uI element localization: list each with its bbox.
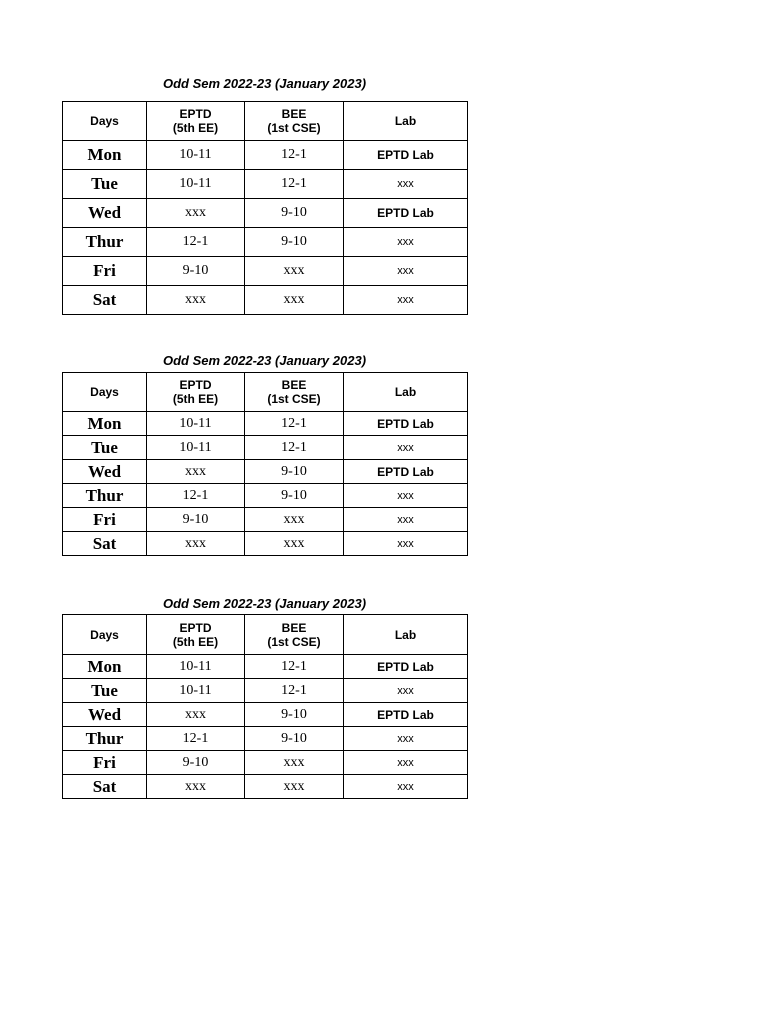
day-cell: Mon [63, 655, 147, 679]
header-bee-line2: (1st CSE) [267, 634, 321, 649]
day-cell: Tue [63, 436, 147, 460]
bee-cell: 12-1 [245, 436, 344, 460]
header-bee-line2: (1st CSE) [267, 392, 321, 406]
table-row [63, 199, 468, 228]
eptd-cell: xxx [147, 199, 245, 228]
lab-cell: xxx [344, 727, 468, 751]
eptd-cell: xxx [147, 532, 245, 556]
header-lab: Lab [344, 615, 468, 655]
lab-cell: EPTD Lab [344, 703, 468, 727]
bee-cell: 12-1 [245, 655, 344, 679]
timetable-title: Odd Sem 2022-23 (January 2023) [162, 353, 367, 368]
bee-cell: 12-1 [245, 679, 344, 703]
lab-cell: xxx [344, 257, 468, 286]
bee-cell: xxx [245, 532, 344, 556]
header-row [63, 615, 468, 655]
timetable-title: Odd Sem 2022-23 (January 2023) [162, 596, 367, 611]
day-cell: Sat [63, 286, 147, 315]
table-row [63, 655, 468, 679]
header-eptd-line2: (5th EE) [172, 634, 219, 649]
eptd-cell: 10-11 [147, 141, 245, 170]
header-row [63, 373, 468, 412]
lab-cell: EPTD Lab [344, 141, 468, 170]
table-row [63, 228, 468, 257]
eptd-cell: 10-11 [147, 412, 245, 436]
eptd-cell: xxx [147, 460, 245, 484]
bee-cell: 9-10 [245, 228, 344, 257]
lab-cell: xxx [344, 484, 468, 508]
bee-cell: 12-1 [245, 412, 344, 436]
eptd-cell: 12-1 [147, 727, 245, 751]
lab-cell: xxx [344, 679, 468, 703]
lab-cell: xxx [344, 228, 468, 257]
eptd-cell: 9-10 [147, 257, 245, 286]
header-eptd [147, 373, 245, 412]
table-row [63, 727, 468, 751]
table-row [63, 257, 468, 286]
bee-cell: xxx [245, 775, 344, 799]
lab-cell: xxx [344, 532, 468, 556]
day-cell: Thur [63, 727, 147, 751]
table-row [63, 775, 468, 799]
table-row [63, 703, 468, 727]
table-row [63, 460, 468, 484]
day-cell: Fri [63, 751, 147, 775]
lab-cell: xxx [344, 775, 468, 799]
header-bee [245, 373, 344, 412]
header-bee-line2: (1st CSE) [267, 121, 321, 135]
table-row [63, 751, 468, 775]
header-eptd [147, 615, 245, 655]
lab-cell: xxx [344, 436, 468, 460]
table-row [63, 508, 468, 532]
bee-cell: 12-1 [245, 170, 344, 199]
bee-cell: 9-10 [245, 199, 344, 228]
day-cell: Mon [63, 141, 147, 170]
day-cell: Fri [63, 257, 147, 286]
eptd-cell: xxx [147, 775, 245, 799]
table-row [63, 436, 468, 460]
bee-cell: xxx [245, 508, 344, 532]
header-bee [245, 615, 344, 655]
header-eptd-line2: (5th EE) [172, 121, 219, 135]
header-lab: Lab [344, 102, 468, 141]
day-cell: Thur [63, 228, 147, 257]
bee-cell: xxx [245, 286, 344, 315]
header-days: Days [63, 373, 147, 412]
day-cell: Wed [63, 460, 147, 484]
header-eptd-line1: EPTD [179, 378, 212, 392]
header-eptd [147, 102, 245, 141]
eptd-cell: 9-10 [147, 751, 245, 775]
bee-cell: 12-1 [245, 141, 344, 170]
day-cell: Tue [63, 679, 147, 703]
day-cell: Fri [63, 508, 147, 532]
bee-cell: xxx [245, 751, 344, 775]
bee-cell: 9-10 [245, 460, 344, 484]
eptd-cell: 12-1 [147, 484, 245, 508]
bee-cell: xxx [245, 257, 344, 286]
header-lab: Lab [344, 373, 468, 412]
eptd-cell: 10-11 [147, 655, 245, 679]
table-row [63, 170, 468, 199]
eptd-cell: 9-10 [147, 508, 245, 532]
eptd-cell: 10-11 [147, 679, 245, 703]
header-bee-line1: BEE [281, 620, 307, 635]
header-bee [245, 102, 344, 141]
day-cell: Tue [63, 170, 147, 199]
lab-cell: xxx [344, 286, 468, 315]
bee-cell: 9-10 [245, 484, 344, 508]
eptd-cell: 10-11 [147, 436, 245, 460]
timetable [62, 372, 468, 556]
table-row [63, 141, 468, 170]
timetable [62, 101, 468, 315]
table-row [63, 412, 468, 436]
header-eptd-line1: EPTD [179, 620, 212, 635]
header-bee-line1: BEE [281, 107, 307, 121]
lab-cell: xxx [344, 508, 468, 532]
header-days: Days [63, 615, 147, 655]
timetable-title: Odd Sem 2022-23 (January 2023) [162, 76, 367, 91]
lab-cell: EPTD Lab [344, 460, 468, 484]
eptd-cell: 10-11 [147, 170, 245, 199]
eptd-cell: 12-1 [147, 228, 245, 257]
lab-cell: xxx [344, 170, 468, 199]
bee-cell: 9-10 [245, 727, 344, 751]
lab-cell: EPTD Lab [344, 199, 468, 228]
header-row [63, 102, 468, 141]
lab-cell: xxx [344, 751, 468, 775]
header-days: Days [63, 102, 147, 141]
day-cell: Wed [63, 703, 147, 727]
day-cell: Sat [63, 532, 147, 556]
day-cell: Sat [63, 775, 147, 799]
eptd-cell: xxx [147, 286, 245, 315]
day-cell: Thur [63, 484, 147, 508]
header-bee-line1: BEE [281, 378, 307, 392]
table-row [63, 679, 468, 703]
bee-cell: 9-10 [245, 703, 344, 727]
eptd-cell: xxx [147, 703, 245, 727]
header-eptd-line2: (5th EE) [172, 392, 219, 406]
header-eptd-line1: EPTD [179, 107, 212, 121]
lab-cell: EPTD Lab [344, 412, 468, 436]
lab-cell: EPTD Lab [344, 655, 468, 679]
day-cell: Mon [63, 412, 147, 436]
table-row [63, 484, 468, 508]
day-cell: Wed [63, 199, 147, 228]
timetable [62, 614, 468, 799]
table-row [63, 286, 468, 315]
table-row [63, 532, 468, 556]
